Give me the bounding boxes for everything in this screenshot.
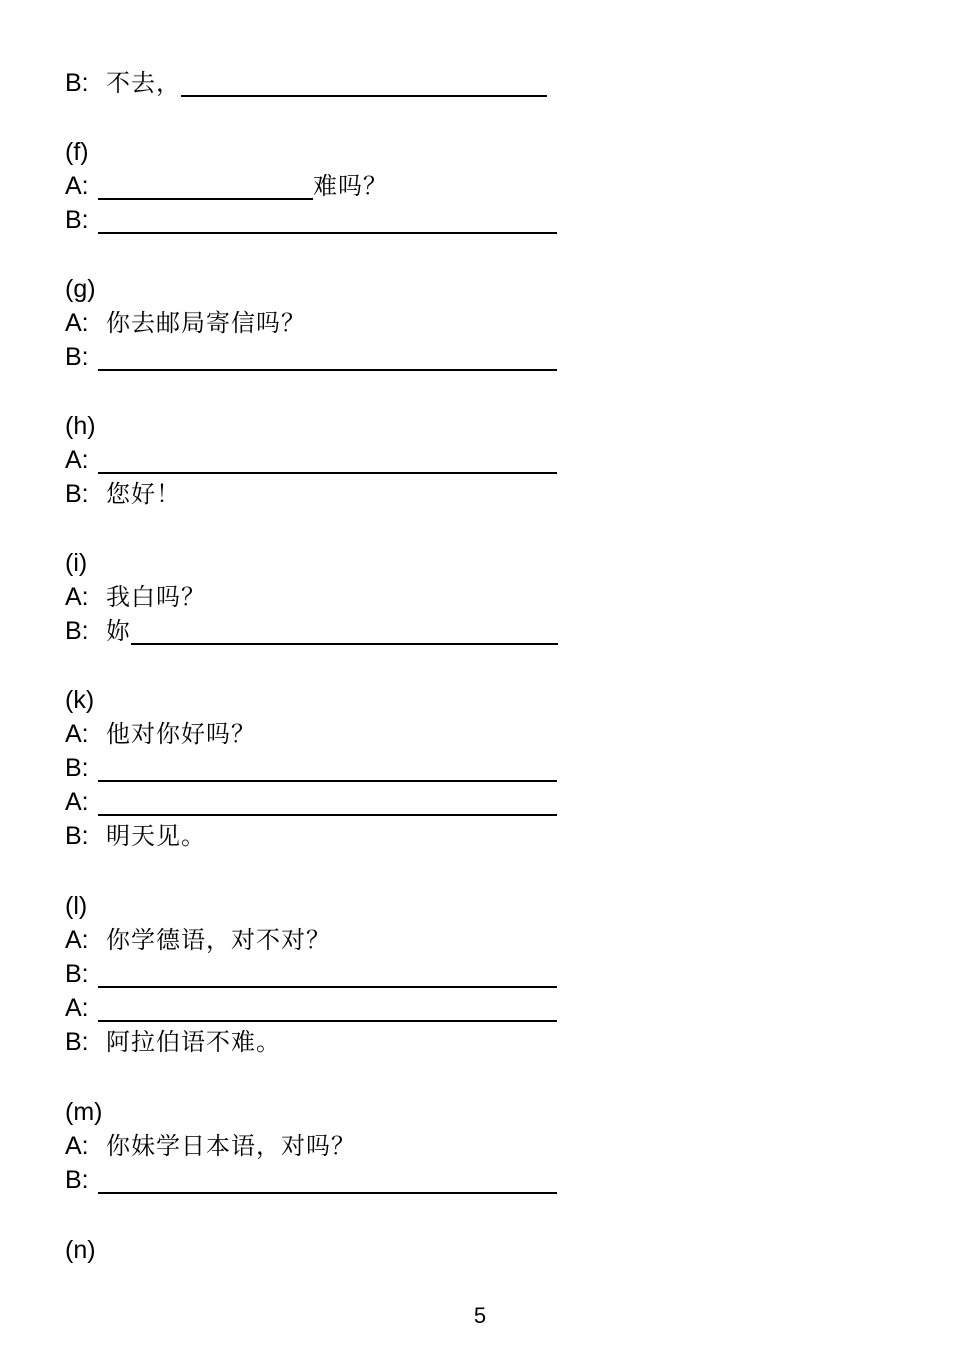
answer-blank[interactable]	[98, 788, 557, 816]
item-marker	[65, 544, 87, 578]
marker-text: (n)	[65, 1236, 96, 1264]
dialogue-line	[65, 989, 557, 1023]
line-text: 难吗？	[313, 172, 388, 200]
dialogue-line	[65, 955, 557, 989]
answer-blank[interactable]	[98, 1166, 557, 1194]
item-marker	[65, 887, 87, 921]
page-number: 5	[473, 1303, 487, 1328]
marker-text: (m)	[65, 1098, 103, 1126]
speaker-label: B:	[65, 69, 89, 97]
dialogue-line	[65, 338, 557, 372]
speaker-label: B:	[65, 206, 89, 234]
answer-blank[interactable]	[98, 754, 557, 782]
speaker-label: A:	[65, 172, 89, 200]
dialogue-line	[65, 64, 547, 98]
speaker-label: B:	[65, 754, 89, 782]
speaker-label: A:	[65, 446, 89, 474]
line-text: 你妹学日本语，对吗？	[106, 1132, 356, 1160]
dialogue-line	[65, 578, 206, 612]
dialogue-line	[65, 167, 388, 201]
line-text: 不去，	[106, 69, 181, 97]
dialogue-line	[65, 475, 181, 509]
dialogue-line	[65, 441, 557, 475]
marker-text: (k)	[65, 686, 95, 714]
item-marker	[65, 270, 96, 304]
speaker-label: A:	[65, 309, 89, 337]
speaker-label: B:	[65, 822, 89, 850]
item-marker	[65, 681, 94, 715]
speaker-label: A:	[65, 994, 89, 1022]
line-text: 阿拉伯语不难。	[106, 1028, 281, 1056]
marker-text: (i)	[65, 549, 88, 577]
answer-blank[interactable]	[98, 343, 557, 371]
dialogue-line	[65, 715, 256, 749]
answer-blank[interactable]	[98, 172, 313, 200]
answer-blank[interactable]	[98, 206, 557, 234]
dialogue-line	[65, 783, 557, 817]
item-marker	[65, 407, 96, 441]
item-marker	[65, 133, 89, 167]
dialogue-line	[65, 612, 558, 646]
speaker-label: B:	[65, 480, 89, 508]
speaker-label: B:	[65, 1166, 89, 1194]
item-marker	[65, 1093, 102, 1127]
speaker-label: A:	[65, 788, 89, 816]
line-text: 他对你好吗？	[106, 720, 256, 748]
dialogue-line	[65, 201, 557, 235]
dialogue-line	[65, 749, 557, 783]
speaker-label: B:	[65, 617, 89, 645]
speaker-label: A:	[65, 583, 89, 611]
speaker-label: A:	[65, 720, 89, 748]
line-text: 你去邮局寄信吗？	[106, 309, 306, 337]
answer-blank[interactable]	[131, 617, 558, 645]
item-marker	[65, 1231, 96, 1265]
marker-text: (l)	[65, 892, 88, 920]
speaker-label: A:	[65, 1132, 89, 1160]
speaker-label: B:	[65, 343, 89, 371]
speaker-label: B:	[65, 960, 89, 988]
marker-text: (f)	[65, 138, 89, 166]
dialogue-line	[65, 817, 206, 851]
speaker-label: B:	[65, 1028, 89, 1056]
marker-text: (h)	[65, 412, 96, 440]
answer-blank[interactable]	[98, 960, 557, 988]
line-text: 明天见。	[106, 822, 206, 850]
dialogue-line	[65, 1127, 356, 1161]
answer-blank[interactable]	[181, 69, 547, 97]
answer-blank[interactable]	[98, 446, 557, 474]
line-text: 妳	[106, 617, 131, 645]
answer-blank[interactable]	[98, 994, 557, 1022]
marker-text: (g)	[65, 275, 96, 303]
speaker-label: A:	[65, 926, 89, 954]
dialogue-line	[65, 1161, 557, 1195]
line-text: 我白吗？	[106, 583, 206, 611]
line-text: 您好！	[106, 480, 181, 508]
dialogue-line	[65, 1023, 281, 1057]
dialogue-line	[65, 921, 331, 955]
dialogue-line	[65, 304, 306, 338]
line-text: 你学德语，对不对？	[106, 926, 331, 954]
